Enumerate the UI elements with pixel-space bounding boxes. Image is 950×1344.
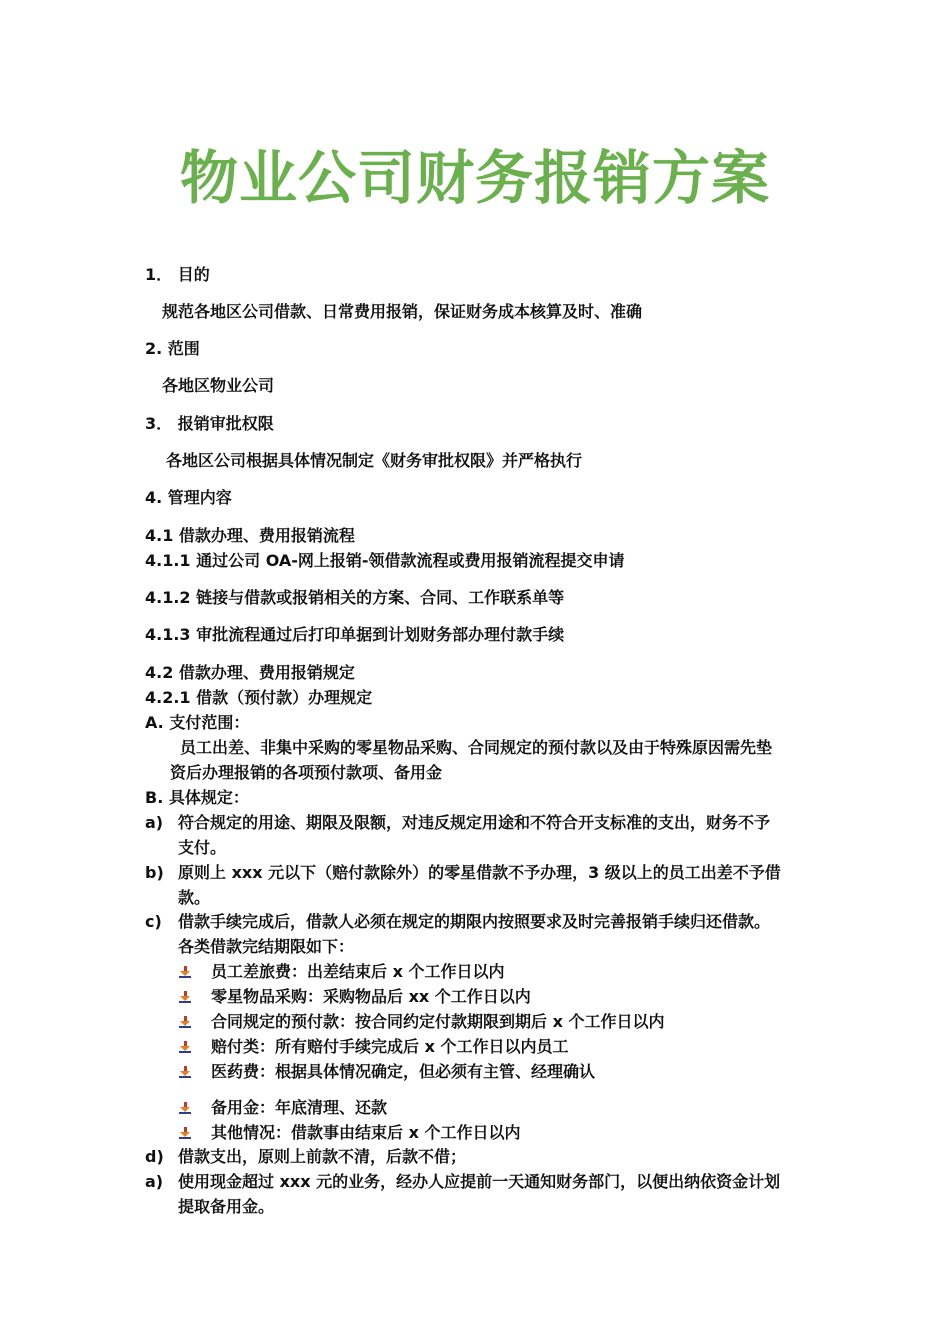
item-a-label: A. 支付范围： <box>145 713 250 732</box>
bullet-item: 医药费：根据具体情况确定，但必须有主管、经理确认 <box>211 1062 596 1081</box>
bullet-arrow-icon <box>179 1127 191 1139</box>
rule-d-line-1: 借款支出，原则上前款不清，后款不借； <box>178 1147 467 1166</box>
rule-a-line-1: 符合规定的用途、期限及限额，对违反规定用途和不符合开支标准的支出，财务不予 <box>178 813 771 832</box>
rule-c-line-2: 各类借款完结期限如下： <box>178 937 355 956</box>
section-1-body: 规范各地区公司借款、日常费用报销，保证财务成本核算及时、准确 <box>162 302 643 321</box>
bullet-item: 合同规定的预付款：按合同约定付款期限到期后 x 个工作日以内 <box>211 1012 665 1031</box>
rule-a2-line-1: 使用现金超过 xxx 元的业务，经办人应提前一天通知财务部门，以便出纳依资金计划 <box>178 1172 781 1191</box>
section-3-heading: 3． 报销审批权限 <box>145 414 274 433</box>
rule-b-marker: b) <box>145 863 164 882</box>
rule-d-marker: d) <box>145 1147 164 1166</box>
bullet-item: 员工差旅费：出差结束后 x 个工作日以内 <box>211 962 505 981</box>
rule-b-line-2: 款。 <box>178 888 211 907</box>
section-3-body: 各地区公司根据具体情况制定《财务审批权限》并严格执行 <box>166 451 583 470</box>
rule-c-marker: c) <box>145 912 162 931</box>
rule-a2-marker: a) <box>145 1172 164 1191</box>
rule-a-marker: a) <box>145 813 164 832</box>
item-b-label: B. 具体规定： <box>145 788 249 807</box>
bullet-item: 零星物品采购：采购物品后 xx 个工作日以内 <box>211 987 531 1006</box>
bullet-item: 备用金：年底清理、还款 <box>211 1098 388 1117</box>
section-1-heading: 1． 目的 <box>145 265 210 284</box>
rule-c-line-1: 借款手续完成后，借款人必须在规定的期限内按照要求及时完善报销手续归还借款。 <box>178 912 771 931</box>
bullet-item: 赔付类：所有赔付手续完成后 x 个工作日以内员工 <box>211 1037 569 1056</box>
rule-a2-line-2: 提取备用金。 <box>178 1197 275 1216</box>
bullet-arrow-icon <box>179 1016 191 1028</box>
rule-a-line-2: 支付。 <box>178 838 227 857</box>
subsection-4-1-1: 4.1.1 通过公司 OA-网上报销-领借款流程或费用报销流程提交申请 <box>145 551 625 570</box>
item-a-line-1: 员工出差、非集中采购的零星物品采购、合同规定的预付款以及由于特殊原因需先垫 <box>180 738 773 757</box>
section-2-body: 各地区物业公司 <box>162 376 275 395</box>
rule-b-line-1: 原则上 xxx 元以下（赔付款除外）的零星借款不予办理，3 级以上的员工出差不予借 <box>178 863 781 882</box>
bullet-arrow-icon <box>179 1041 191 1053</box>
section-4-heading: 4. 管理内容 <box>145 488 232 507</box>
bullet-arrow-icon <box>179 991 191 1003</box>
bullet-arrow-icon <box>179 1066 191 1078</box>
bullet-item: 其他情况：借款事由结束后 x 个工作日以内 <box>211 1123 521 1142</box>
subsection-4-1: 4.1 借款办理、费用报销流程 <box>145 526 355 545</box>
section-2-heading: 2. 范围 <box>145 339 200 358</box>
item-a-line-2: 资后办理报销的各项预付款项、备用金 <box>170 763 443 782</box>
subsection-4-1-3: 4.1.3 审批流程通过后打印单据到计划财务部办理付款手续 <box>145 625 565 644</box>
subsection-4-1-2: 4.1.2 链接与借款或报销相关的方案、合同、工作联系单等 <box>145 588 565 607</box>
bullet-arrow-icon <box>179 1102 191 1114</box>
document-title: 物业公司财务报销方案 <box>179 144 770 212</box>
subsection-4-2: 4.2 借款办理、费用报销规定 <box>145 663 355 682</box>
bullet-arrow-icon <box>179 966 191 978</box>
subsection-4-2-1: 4.2.1 借款（预付款）办理规定 <box>145 688 373 707</box>
